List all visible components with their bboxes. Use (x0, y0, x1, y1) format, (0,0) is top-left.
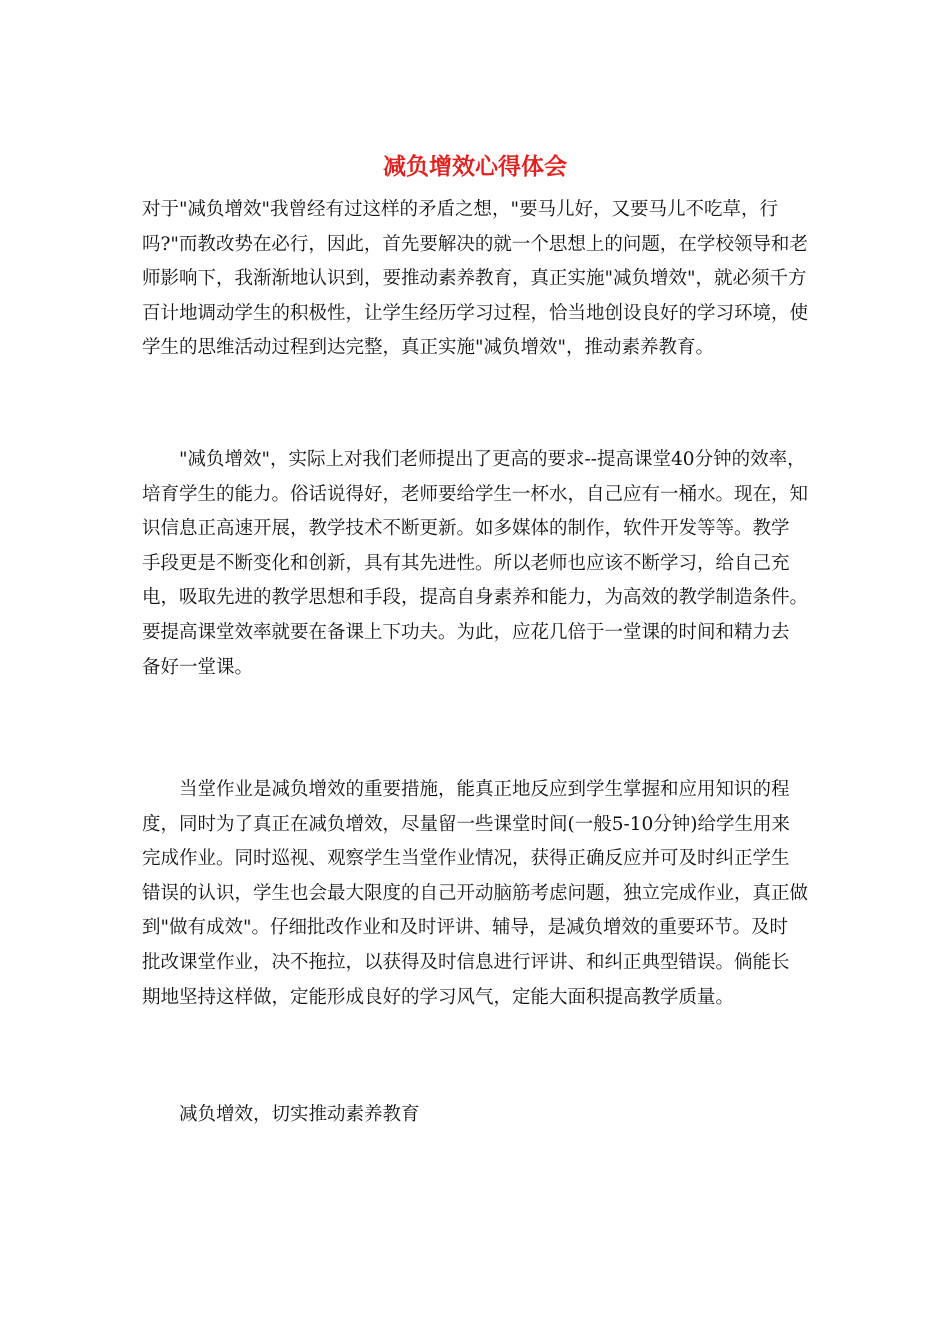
document-title: 减负增效心得体会 (383, 153, 567, 180)
paragraph-line: 到"做有成效"。仔细批改作业和及时评讲、辅导，是减负增效的重要环节。及时 (142, 917, 789, 939)
paragraph-line: 电，吸取先进的教学思想和手段，提高自身素养和能力，为高效的教学制造条件。 (142, 587, 809, 609)
paragraph-line: 师影响下，我渐渐地认识到，要推动素养教育，真正实施"减负增效"，就必须千方 (142, 268, 807, 290)
paragraph-line: 吗?"而教改势在必行，因此，首先要解决的就一个思想上的问题，在学校领导和老 (142, 233, 808, 255)
paragraph-2 (142, 443, 810, 685)
paragraph-line: 培育学生的能力。俗话说得好，老师要给学生一杯水，自己应有一桶水。现在，知 (142, 483, 809, 505)
paragraph-line: 识信息正高速开展，教学技术不断更新。如多媒体的制作，软件开发等等。教学 (142, 518, 790, 540)
paragraph-line: 完成作业。同时巡视、观察学生当堂作业情况，获得正确反应并可及时纠正学生 (142, 848, 790, 870)
paragraph-3 (142, 773, 810, 1015)
paragraph-line: 百计地调动学生的积极性，让学生经历学习过程，恰当地创设良好的学习环境，使 (142, 302, 809, 324)
paragraph-line: 当堂作业是减负增效的重要措施，能真正地反应到学生掌握和应用知识的程 (179, 779, 790, 800)
paragraph-1 (142, 193, 810, 366)
paragraph-line: 要提高课堂效率就要在备课上下功夫。为此，应花几倍于一堂课的时间和精力去 (142, 621, 790, 643)
paragraph-line: 学生的思维活动过程到达完整，真正实施"减负增效"，推动素养教育。 (142, 337, 715, 359)
paragraph-line: 批改课堂作业，决不拖拉，以获得及时信息进行评讲、和纠正典型错误。倘能长 (142, 951, 790, 973)
paragraph-4 (142, 1098, 810, 1133)
paragraph-line: 减负增效，切实推动素养教育 (179, 1104, 420, 1125)
paragraph-line: 手段更是不断变化和创新，具有其先进性。所以老师也应该不断学习，给自己充 (142, 552, 790, 574)
paragraph-line: 对于"减负增效"我曾经有过这样的矛盾之想，"要马儿好，又要马儿不吃草，行 (142, 199, 779, 220)
paragraph-line: 期地坚持这样做，定能形成良好的学习风气，定能大面积提高教学质量。 (142, 986, 735, 1008)
paragraph-line: "减负增效"，实际上对我们老师提出了更高的要求--提高课堂40分钟的效率， (179, 449, 806, 470)
paragraph-line: 度，同时为了真正在减负增效，尽量留一些课堂时间(一般5-10分钟)给学生用来 (142, 813, 790, 835)
paragraph-line: 错误的认识，学生也会最大限度的自己开动脑筋考虑问题，独立完成作业，真正做 (142, 882, 809, 904)
paragraph-line: 备好一堂课。 (142, 656, 254, 678)
